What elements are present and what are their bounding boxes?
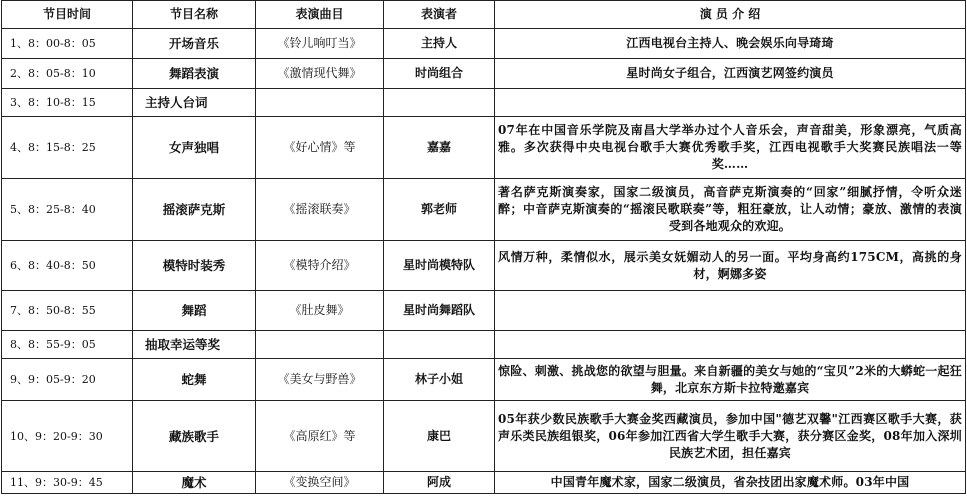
table-row — [2, 241, 966, 291]
table-row — [2, 359, 966, 401]
cell-song: 《铃儿响叮当》 — [256, 29, 384, 59]
cell-song: 《激情现代舞》 — [256, 59, 384, 89]
cell-song — [256, 89, 384, 117]
cell-desc: 惊险、刺激、挑战您的欲望与胆量。来自新疆的美女与她的“宝贝”2米的大蟒蛇一起狂舞，北京东方斯卡拉特邀嘉宾 — [495, 359, 966, 401]
table-row — [2, 291, 966, 331]
cell-song — [256, 331, 384, 359]
cell-song: 《美女与野兽》 — [256, 359, 384, 401]
cell-performer — [384, 89, 495, 117]
cell-song: 《好心情》等 — [256, 117, 384, 179]
cell-time: 6、8：40-8：50 — [2, 241, 133, 291]
cell-name: 开场音乐 — [133, 29, 256, 59]
cell-performer: 郭老师 — [384, 179, 495, 241]
cell-time: 1、8：00-8：05 — [2, 29, 133, 59]
table-row — [2, 59, 966, 89]
header-name: 节目名称 — [133, 1, 256, 29]
cell-performer: 阿成 — [384, 472, 495, 494]
header-song: 表演曲目 — [256, 1, 384, 29]
cell-name: 女声独唱 — [133, 117, 256, 179]
cell-performer: 主持人 — [384, 29, 495, 59]
header-desc: 演 员 介 绍 — [495, 1, 966, 29]
program-table — [1, 0, 966, 494]
cell-time: 3、8：10-8：15 — [2, 89, 133, 117]
cell-desc: 中国青年魔术家，国家二级演员，省杂技团出家魔术师。03年中国 — [495, 472, 966, 494]
cell-name: 抽取幸运等奖 — [133, 331, 256, 359]
cell-time: 9、9：05-9：20 — [2, 359, 133, 401]
cell-song: 《摇滚联奏》 — [256, 179, 384, 241]
cell-desc: 05年获少数民族歌手大赛金奖西藏演员，参加中国"德艺双馨"江西赛区歌手大赛，获声乐类民族组银奖，06年参加江西省大学生歌手大赛，获分赛区金奖，08年加入深圳民族艺术团，担任嘉宾 — [495, 401, 966, 472]
cell-desc: 星时尚女子组合，江西演艺网签约演员 — [495, 59, 966, 89]
cell-performer: 嘉嘉 — [384, 117, 495, 179]
cell-name: 舞蹈 — [133, 291, 256, 331]
cell-time: 8、8：55-9：05 — [2, 331, 133, 359]
cell-song: 《变换空间》 — [256, 472, 384, 494]
cell-song: 《肚皮舞》 — [256, 291, 384, 331]
table-row — [2, 179, 966, 241]
cell-desc: 江西电视台主持人、晚会娱乐向导琦琦 — [495, 29, 966, 59]
cell-desc: 著名萨克斯演奏家，国家二级演员，高音萨克斯演奏的“回家”细腻抒情，令听众迷醉；中音萨克斯演奏的“摇滚民歌联奏”等，粗狂豪放，让人动情；豪放、激情的表演受到各地观众的欢迎。 — [495, 179, 966, 241]
table-row — [2, 331, 966, 359]
cell-name: 魔术 — [133, 472, 256, 494]
cell-song: 《高原红》等 — [256, 401, 384, 472]
cell-time: 7、8：50-8：55 — [2, 291, 133, 331]
cell-time: 11、9：30-9：45 — [2, 472, 133, 494]
cell-performer: 林子小姐 — [384, 359, 495, 401]
header-performer: 表演者 — [384, 1, 495, 29]
table-row — [2, 89, 966, 117]
cell-name: 舞蹈表演 — [133, 59, 256, 89]
cell-performer: 康巴 — [384, 401, 495, 472]
cell-name: 主持人台词 — [133, 89, 256, 117]
cell-song: 《模特介绍》 — [256, 241, 384, 291]
cell-performer: 时尚组合 — [384, 59, 495, 89]
cell-name: 摇滚萨克斯 — [133, 179, 256, 241]
cell-performer: 星时尚舞蹈队 — [384, 291, 495, 331]
cell-time: 5、8：25-8：40 — [2, 179, 133, 241]
table-row — [2, 401, 966, 472]
cell-performer: 星时尚模特队 — [384, 241, 495, 291]
cell-time: 4、8：15-8：25 — [2, 117, 133, 179]
cell-name: 藏族歌手 — [133, 401, 256, 472]
cell-time: 2、8：05-8：10 — [2, 59, 133, 89]
cell-name: 模特时装秀 — [133, 241, 256, 291]
table-row — [2, 472, 966, 494]
header-time: 节目时间 — [2, 1, 133, 29]
table-row — [2, 117, 966, 179]
cell-desc: 07年在中国音乐学院及南昌大学举办过个人音乐会，声音甜美，形象漂亮，气质高雅。多次获得中央电视台歌手大赛优秀歌手奖，江西电视歌手大奖赛民族唱法一等奖…… — [495, 117, 966, 179]
cell-desc: 风情万种，柔情似水，展示美女妩媚动人的另一面。平均身高约175CM，高挑的身材，婀娜多姿 — [495, 241, 966, 291]
cell-performer — [384, 331, 495, 359]
cell-desc — [495, 89, 966, 117]
table-row — [2, 29, 966, 59]
cell-desc — [495, 291, 966, 331]
cell-name: 蛇舞 — [133, 359, 256, 401]
cell-time: 10、9：20-9：30 — [2, 401, 133, 472]
header-row — [2, 1, 966, 29]
cell-desc — [495, 331, 966, 359]
